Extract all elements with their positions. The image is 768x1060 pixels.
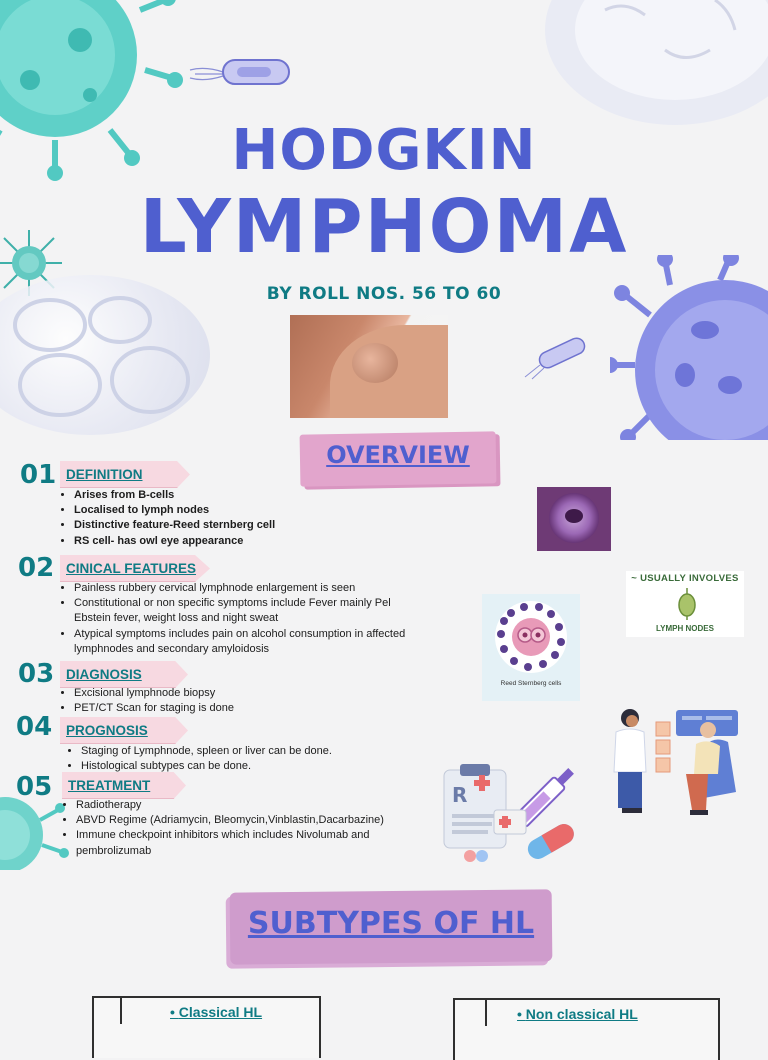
list-item: • PET/CT Scan for staging is done [74,701,374,716]
neck-lymph-node-photo [290,315,448,418]
lymph-node-card-caption: LYMPH NODES [656,624,714,633]
reed-sternberg-cell-diagram [491,597,571,677]
classical-hl-label: • Classical HL [170,1004,263,1020]
section-heading: CINICAL FEATURES [66,561,197,576]
treatment-list [62,798,421,859]
reed-sternberg-caption: Reed Sternberg cells [500,680,562,687]
non-classical-hl-text: Non classical HL [525,1006,638,1022]
section-number: 02 [18,553,55,583]
cell-top-right-illustration [525,0,768,130]
svg-text:R: R [452,783,468,807]
prognosis-list [67,744,411,774]
lymph-node-icon [676,588,698,620]
section-number: 04 [16,712,53,742]
section-heading: DIAGNOSIS [66,667,142,682]
list-item: • Immune checkpoint inhibitors which includes Nivolumab and pembrolizumab [76,828,421,858]
reed-sternberg-micrograph [537,487,611,551]
section-heading: PROGNOSIS [66,723,148,738]
list-item: • ABVD Regime (Adriamycin, Bleomycin,Vinblastin,Dacarbazine) [76,813,421,828]
section-number: 03 [18,659,55,689]
list-item: • Atypical symptoms includes pain on alcohol consumption in affected lymphnodes and secondary amyloidosis [74,627,419,657]
subtypes-heading: SUBTYPES OF HL [247,906,535,941]
classical-hl-text: Classical HL [178,1004,263,1020]
box-corner [92,996,122,1024]
list-item: • Staging of Lymphnode, spleen or liver can be done. [81,744,411,759]
list-item: • Constitutional or non specific symptoms include Fever mainly Pel Ebstein fever, weight loss and night sweat [74,596,419,626]
virus-right-illustration [610,255,768,440]
section-heading: DEFINITION [66,467,143,482]
diagnosis-list [60,686,374,716]
overview-heading: OVERVIEW [326,441,470,469]
clinical-features-list [60,581,419,657]
treatment-medication-illustration [440,762,590,862]
bacteria-middle-icon [520,335,590,380]
list-item: • Localised to lymph nodes [74,503,374,518]
section-heading: TREATMENT [68,778,151,793]
list-item: • Arises from B-cells [74,488,374,503]
list-item: • RS cell- has owl eye appearance [74,534,374,549]
list-item: • Excisional lymphnode biopsy [74,686,374,701]
list-item: • Histological subtypes can be done. [81,759,411,774]
list-item: • Distinctive feature-Reed sternberg cell [74,518,374,533]
virus-bottom-left-illustration [0,790,70,870]
title-line-1: HODGKIN [231,118,537,183]
section-number: 05 [16,772,53,802]
non-classical-hl-label: • Non classical HL [517,1006,638,1022]
box-corner [453,998,487,1026]
list-item: • Radiotherapy [76,798,421,813]
bacteria-top-icon [185,52,295,92]
section-number: 01 [20,460,57,490]
doctor-consultation-illustration [608,702,743,820]
title-line-2: LYMPHOMA [139,184,629,270]
list-item: • Painless rubbery cervical lymphnode enlargement is seen [74,581,419,596]
tissue-cells-outlines [0,285,210,435]
definition-list [60,488,374,549]
lymph-node-card-heading: ~ USUALLY INVOLVES [631,573,739,584]
byline: BY ROLL NOS. 56 TO 60 [266,284,502,304]
